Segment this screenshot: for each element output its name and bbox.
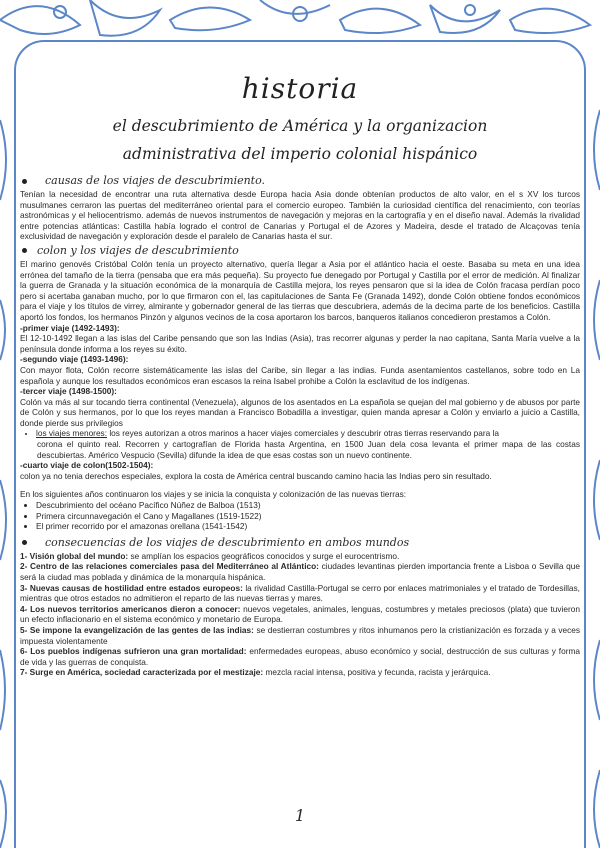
voyage-4-title: -cuarto viaje de colon(1502-1504):	[20, 460, 154, 471]
subtitle-line-2: administrativa del imperio colonial hispánico	[122, 145, 478, 163]
document-body	[20, 72, 580, 678]
bullet-icon	[22, 248, 27, 253]
section-heading-colon	[20, 244, 580, 258]
consequence-item: 7- Surge en América, sociedad caracterizada por el mestizaje: mezcla racial intensa, positiva y fecunda, racista y jerárquica.	[20, 667, 491, 678]
minor-voyages-list	[20, 428, 580, 439]
section-heading-text: consecuencias de los viajes de descubrimiento en ambos mundos	[45, 535, 410, 549]
list-item: • los viajes menores: los reyes autorizan a otros marinos a hacer viajes comerciales y descubrir otras tierras reservando para la	[36, 428, 580, 439]
voyage-2-body: Con mayor flota, Colón recorre sistemáticamente las islas del Caribe, sin llegar a las indias. Funda asentamientos castellanos, sobre todo en La española y aunque los resultados económicos eran escasos la reina Isabel prohibe a Colón la esclavitud de los indígenas.	[20, 364, 580, 386]
list-item: • El primer recorrido por el amazonas orellana (1541-1542)	[36, 521, 580, 532]
voyage-1-body: El 12-10-1492 llegan a las islas del Caribe pensando que son las Indias (Asia), tras recorrer algunas y perder la nao capitana, Santa María vuelve a la península donde informa a los reyes su éxito.	[20, 333, 580, 354]
section-heading-causas	[20, 174, 580, 188]
subtitle-line-1: el descubrimiento de América y la organizacion	[112, 117, 488, 135]
consequence-item: 6- Los pueblos indígenas sufrieron una gran mortalidad: enfermedades europeas, abuso económico y social, destrucción de sus culturas y forma de vida y las guerras de conquista.	[20, 646, 580, 667]
paragraph-colon-intro: El marino genovés Cristóbal Colón tenía un proyecto alternativo, quería llegar a Asia por el atlántico hacia el oeste. Basaba su meta en una idea errónea del tamaño de la tierra (pensaba que era más pequeña). Su proyecto fue denegado por Portugal y Castilla por el error de medición. Al finalizar la guerra de Granada y la situación económica de la monarquía de Castilla mejora, los reyes pensaron que si la idea de Colón fracasa perdían poco pero si acertaba ganaban mucho, por lo que firmaron con el, las capitulaciones de Santa Fe (Granada 1492), donde Colón obtiene fondos económicos para el viaje y los títulos de virrey, almirante y gobernador general de las tierras que descubriera, además de la decima parte de los beneficios. Castilla aportó los fondos, los hermanos Pinzón y algunos vecinos de la cosa aportaron los barcos, banqueros italianos concedieron prestamos a Colón.	[20, 258, 580, 322]
page-number: 1	[294, 806, 306, 825]
section-heading-text: causas de los viajes de descubrimiento.	[45, 174, 266, 187]
list-item: • Descubrimiento del océano Pacífico Núñez de Balboa (1513)	[36, 500, 580, 511]
consequence-item: 1- Visión global del mundo: se amplían los espacios geográficos conocidos y surge el eurocentrismo.	[20, 550, 400, 561]
page-title: historia	[241, 72, 359, 105]
voyage-3-title: -tercer viaje (1498-1500):	[20, 386, 117, 397]
section-heading-text: colon y los viajes de descubrimiento	[37, 243, 239, 257]
paragraph-after-voyages: En los siguientes años continuaron los viajes y se inicia la conquista y colonización de las nuevas tierras:	[20, 489, 407, 500]
voyage-3-body: Colón va más al sur tocando tierra continental (Venezuela), algunos de los asentados en La española se quejan del mal gobierno y de abusos por parte de Colón y sus hermanos, por lo que los reyes mandan a Francisco Bobadilla a investigar, quien manda apresar a Colón y enviarlo a juicio a Castilla, donde pierde sus privilegios	[20, 396, 580, 428]
consequence-item: 5- Se impone la evangelización de las gentes de las indias: se destierran costumbres y ritos inhumanos pero la cristianización es forzada y a veces impuesta violentamente	[20, 624, 580, 646]
voyage-4-body: colon ya no tenia derechos especiales, explora la costa de América central buscando camino hacia las Indias pero sin resultado.	[20, 470, 492, 481]
consequence-item: 4- Los nuevos territorios americanos dieron a conocer: nuevos vegetales, animales, lenguas, costumbres y metales preciosos (plata) que tuvieron un efecto inflacionario en el sistema económico y monetario de Europa.	[20, 603, 581, 625]
conquest-list	[20, 500, 580, 532]
voyage-2-title: -segundo viaje (1493-1496):	[20, 354, 129, 365]
consequence-item: 2- Centro de las relaciones comerciales pasa del Mediterráneo al Atlántico: ciudades levantinas pierden importancia frente a Lisboa o Sevilla que será la ciudad mas poblada y dinámica de la monarquía hispánica.	[20, 561, 580, 582]
section-heading-consecuencias	[20, 536, 580, 550]
consequence-item: 3- Nuevas causas de hostilidad entre estados europeos: la rivalidad Castilla-Portugal se cerro por enlaces matrimoniales y el tratado de Tordesillas, mientras que otros estados no admitieron el reparto de las nuevas tierras y mares.	[20, 582, 580, 604]
bullet-icon	[22, 179, 27, 184]
paragraph-causas: Tenían la necesidad de encontrar una ruta alternativa desde Europa hacia Asia donde obtenían productos de alto valor, en el s XV los turcos musulmanes cerraron las puertas del mediterráneo oriental para el comercio europeo. También la curiosidad científica del renacimiento, con teorías astronómicas y el heliocentrismo. además de nuevos instrumentos de navegación y mejoras en la cartografía y en el diseño naval. Además la rivalidad entre potencias atlánticas: Castilla había logrado el control de Canarias y Portugal el de Azores y Madeira, desde el tratado de Alcaçovas tenía exclusividad de navegación y exploración desde el paralelo de Canarias hasta el sur.	[20, 189, 580, 242]
list-item: • Primera circunnavegación el Cano y Magallanes (1519-1522)	[36, 511, 580, 522]
bullet-icon	[22, 540, 27, 545]
minor-voyages-continuation: corona el quinto real. Recorren y cartografían de Florida hasta Argentina, en 1500 Juan dela cosa levanta el primer mapa de las costas descubiertas. Américo Vespucio (Sevilla) difunde la idea de que esas costas son un nuevo continente.	[37, 439, 580, 460]
voyage-1-title: -primer viaje (1492-1493):	[20, 322, 120, 333]
